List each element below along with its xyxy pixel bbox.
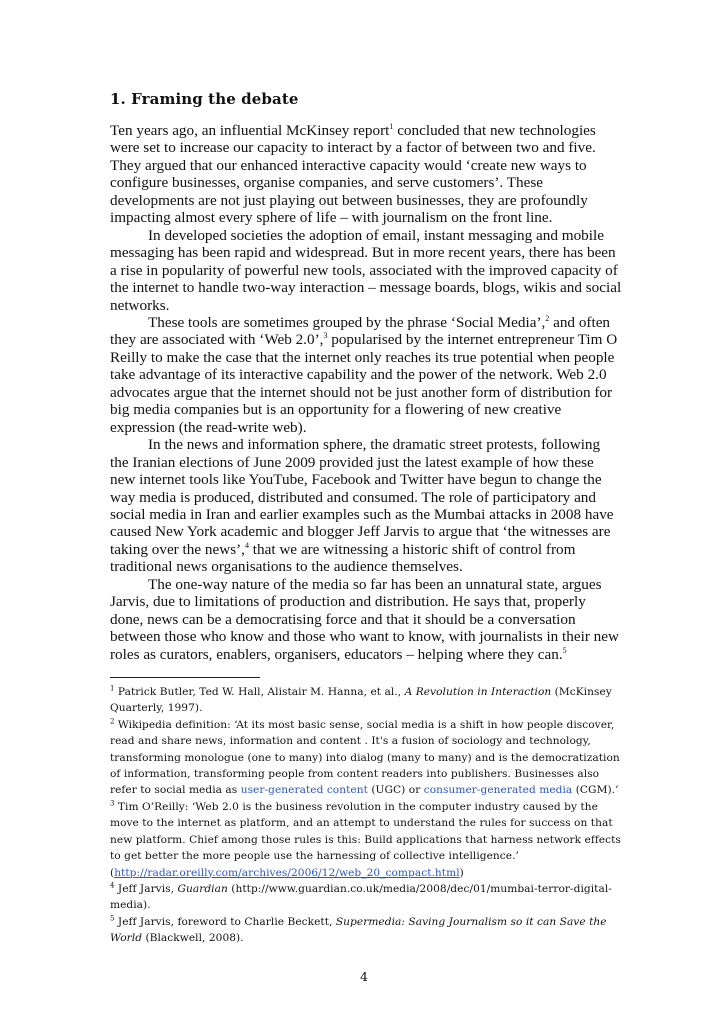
footnote-reference: 5 — [110, 914, 115, 923]
text-run: In developed societies the adoption of email, instant messaging and mobile messaging has been rapid and widespread. But in more recent years, there has been a rise in popularity of powerful new tools, associated with the improved capacity of the internet to handle two-way interaction – message boards, blogs, wikis and social networks. — [110, 226, 622, 314]
body-paragraph — [110, 122, 622, 227]
text-run: Tim O’Reilly: ‘Web 2.0 is the business revolution in the computer industry caused by the move to the internet as platform, and an attempt to understand the rules for success on that new platform. Chief among those rules is this: Build applications that harness network effects to get better the more people use the harnessing of collective intelligence.’ ( — [110, 800, 621, 879]
text-run: (CGM).’ — [572, 784, 619, 797]
text-run: (McKinsey Quarterly, 1997). — [110, 686, 612, 715]
text-run: The one-way nature of the media so far has been an unnatural state, argues Jarvis, due to limitations of production and distribution. He says that, properly done, news can be a democratising force and that it should be a conversation between those who know and those who want to know, with journalists in their new roles as curators, enablers, organisers, educators – helping where they can. — [110, 575, 619, 663]
footnote-reference: 2 — [545, 313, 550, 323]
page-content — [110, 90, 622, 947]
footnote-reference: 3 — [323, 331, 328, 341]
text-run: popularised by the internet entrepreneur Tim O Reilly to make the case that the internet only reaches its true potential when people take advantage of its interactive capability and the power of the network. Web 2.0 advocates argue that the internet should not be just another form of distribution for big media companies but is an opportunity for a flowering of new creative expression (the read-write web). — [110, 331, 618, 436]
footnote — [110, 684, 622, 717]
text-run: Jeff Jarvis, — [114, 882, 178, 895]
footnote-reference: 5 — [562, 645, 567, 655]
text-run: and often they are associated with ‘Web 2.0’, — [110, 313, 611, 349]
footnote-link[interactable]: user-generated content — [240, 784, 368, 797]
italic-title: Supermedia: Saving Journalism so it can Save the World — [110, 915, 607, 945]
text-run: (Blackwell, 2008). — [142, 932, 244, 945]
footnote-reference: 1 — [389, 121, 394, 131]
page-number: 4 — [360, 969, 368, 984]
section-heading: 1. Framing the debate — [110, 90, 299, 108]
text-run: Wikipedia definition: ‘At its most basic sense, social media is a shift in how people discover, read and share news, information and content . It's a fusion of sociology and technology, transforming monologue (one to many) into dialog (many to many) and is the democratization of information, transforming people from content readers into publishers. Businesses also refer to social media as — [110, 718, 620, 797]
footnote-reference: 4 — [244, 540, 249, 550]
text-run: In the news and information sphere, the dramatic street protests, following the Iranian elections of June 2009 provided just the latest example of how these new internet tools like YouTube, Facebook and Twitter have begun to change the way media is produced, distributed and consumed. The role of participatory and social media in Iran and earlier examples such as the Mumbai attacks in 2008 have caused New York academic and blogger Jeff Jarvis to argue that ‘the witnesses are taking over the news’, — [110, 436, 614, 558]
text-run: (http://www.guardian.co.uk/media/2008/dec/01/mumbai-terror-digital-media). — [110, 882, 612, 912]
italic-title: Guardian — [177, 882, 228, 895]
body-paragraph — [110, 436, 622, 576]
footnote-reference: 3 — [110, 799, 115, 808]
body-text — [110, 122, 622, 663]
text-run: Jeff Jarvis, foreword to Charlie Beckett, — [114, 915, 336, 928]
footnotes — [110, 684, 622, 947]
text-run: concluded that new technologies were set to increase our capacity to interact by a factor of between two and five. They argued that our enhanced interactive capacity would ‘create new ways to configure businesses, organise companies, and serve customers’. These developments are not just playing out between businesses, they are profoundly impacting almost every sphere of life – with journalism on the front line. — [110, 122, 596, 227]
text-run: Ten years ago, an influential McKinsey report — [110, 122, 390, 139]
footnote — [110, 717, 622, 799]
text-run: These tools are sometimes grouped by the phrase ‘Social Media’, — [148, 313, 546, 331]
footnote — [110, 881, 622, 914]
text-run: (UGC) or — [367, 784, 424, 797]
body-paragraph — [110, 576, 622, 663]
footnote-reference: 2 — [110, 717, 115, 726]
body-paragraph — [110, 227, 622, 314]
body-paragraph — [110, 314, 622, 436]
italic-title: A Revolution in Interaction — [404, 686, 552, 699]
text-run: ) — [459, 866, 464, 879]
footnote — [110, 799, 622, 881]
text-run: Patrick Butler, Ted W. Hall, Alistair M. Hanna, et al., — [114, 686, 405, 699]
footnote-reference: 1 — [110, 684, 115, 693]
text-run: that we are witnessing a historic shift of control from traditional news organisations to the audience themselves. — [110, 540, 576, 576]
footnote-url-link[interactable]: http://radar.oreilly.com/archives/2006/12/web_20_compact.html — [114, 866, 460, 879]
footnote-separator — [110, 677, 260, 678]
footnote-link[interactable]: consumer-generated media — [423, 784, 573, 797]
footnote — [110, 914, 622, 947]
footnote-reference: 4 — [110, 881, 115, 890]
